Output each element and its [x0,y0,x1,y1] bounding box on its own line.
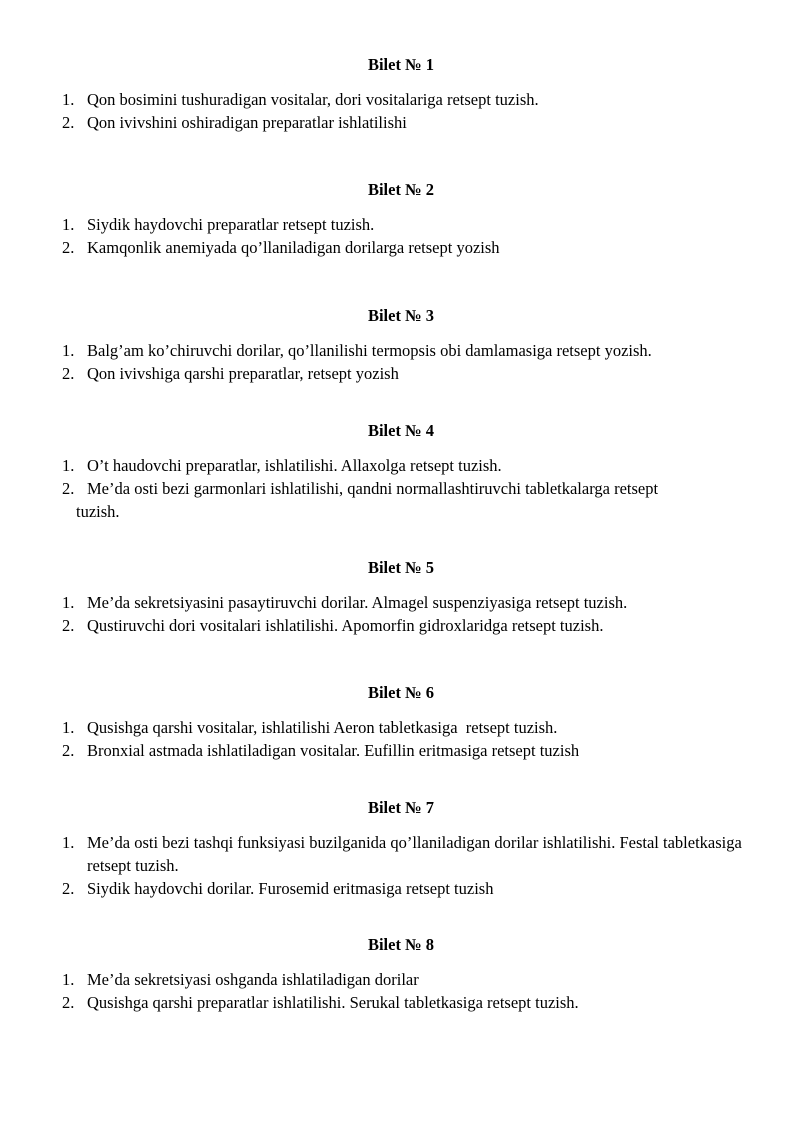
ticket-4 [0,420,800,523]
ticket-title: Bilet № 6 [367,683,435,702]
question-item [0,454,800,477]
question-list [0,716,800,762]
question-text: Qon ivivshiga qarshi preparatlar, retsept yozish [87,364,399,383]
ticket-title: Bilet № 3 [367,306,435,325]
question-text: Me’da osti bezi garmonlari ishlatilishi, qandni normallashtiruvchi tabletkalarga retsept [87,479,659,498]
question-list [0,831,800,900]
question-number: 2. [62,364,75,383]
ticket-title: Bilet № 8 [367,935,435,954]
ticket-title: Bilet № 7 [367,798,435,817]
question-list [0,213,800,259]
question-item [0,591,800,614]
question-number: 2. [62,741,75,760]
question-number: 2. [62,879,75,898]
ticket-2 [0,179,800,259]
question-number: 2. [62,616,75,635]
question-item [0,111,800,134]
question-number: 2. [62,479,75,498]
question-text: Me’da sekretsiyasi oshganda ishlatiladigan dorilar [87,970,419,989]
question-number: 1. [62,456,75,475]
question-text: Qustiruvchi dori vositalari ishlatilishi. Apomorfin gidroxlaridga retsept tuzish. [87,616,604,635]
question-text: Qusishga qarshi preparatlar ishlatilishi. Serukal tabletkasiga retsept tuzish. [87,993,579,1012]
question-number: 1. [62,90,75,109]
question-item [0,831,800,877]
question-number: 2. [62,113,75,132]
question-text: Balg’am ko’chiruvchi dorilar, qo’llanilishi termopsis obi damlamasiga retsept yozish. [87,341,652,360]
question-text: Qusishga qarshi vositalar, ishlatilishi Aeron tabletkasiga retsept tuzish. [87,718,558,737]
question-text: Me’da sekretsiyasini pasaytiruvchi dorilar. Almagel suspenziyasiga retsept tuzish. [87,593,628,612]
ticket-6 [0,682,800,762]
question-item [0,991,800,1014]
question-item [0,236,800,259]
question-number: 1. [62,215,75,234]
question-list [0,968,800,1014]
question-item [0,339,800,362]
question-item [0,716,800,739]
ticket-title: Bilet № 2 [367,180,435,199]
question-item [0,877,800,900]
question-list [0,591,800,637]
question-text: Me’da osti bezi tashqi funksiyasi buzilganida qo’llaniladigan dorilar ishlatilishi. Festal tabletkasiga retsept tuzish. [87,833,742,875]
question-text: Qon bosimini tushuradigan vositalar, dori vositalariga retsept tuzish. [87,90,539,109]
ticket-title: Bilet № 1 [367,55,435,74]
question-number: 2. [62,238,75,257]
ticket-5 [0,557,800,637]
question-text: Qon ivivshini oshiradigan preparatlar ishlatilishi [87,113,407,132]
question-item [0,739,800,762]
question-number: 2. [62,993,75,1012]
question-number: 1. [62,593,75,612]
ticket-7 [0,797,800,900]
ticket-1 [0,54,800,134]
question-text: Siydik haydovchi dorilar. Furosemid eritmasiga retsept tuzish [87,879,494,898]
ticket-3 [0,305,800,385]
question-item [0,477,800,523]
question-item [0,968,800,991]
question-text: Siydik haydovchi preparatlar retsept tuzish. [87,215,375,234]
question-number: 1. [62,718,75,737]
ticket-8 [0,934,800,1014]
ticket-title: Bilet № 4 [367,421,435,440]
ticket-title: Bilet № 5 [367,558,435,577]
question-text-continuation: tuzish. [76,502,120,521]
question-item [0,614,800,637]
question-list [0,339,800,385]
question-number: 1. [62,833,75,852]
question-number: 1. [62,341,75,360]
question-list [0,454,800,523]
question-list [0,88,800,134]
question-text: Bronxial astmada ishlatiladigan vositalar. Eufillin eritmasiga retsept tuzish [87,741,580,760]
question-number: 1. [62,970,75,989]
question-text: O’t haudovchi preparatlar, ishlatilishi. Allaxolga retsept tuzish. [87,456,502,475]
question-text: Kamqonlik anemiyada qo’llaniladigan dorilarga retsept yozish [87,238,500,257]
question-item [0,362,800,385]
question-item [0,213,800,236]
question-item [0,88,800,111]
